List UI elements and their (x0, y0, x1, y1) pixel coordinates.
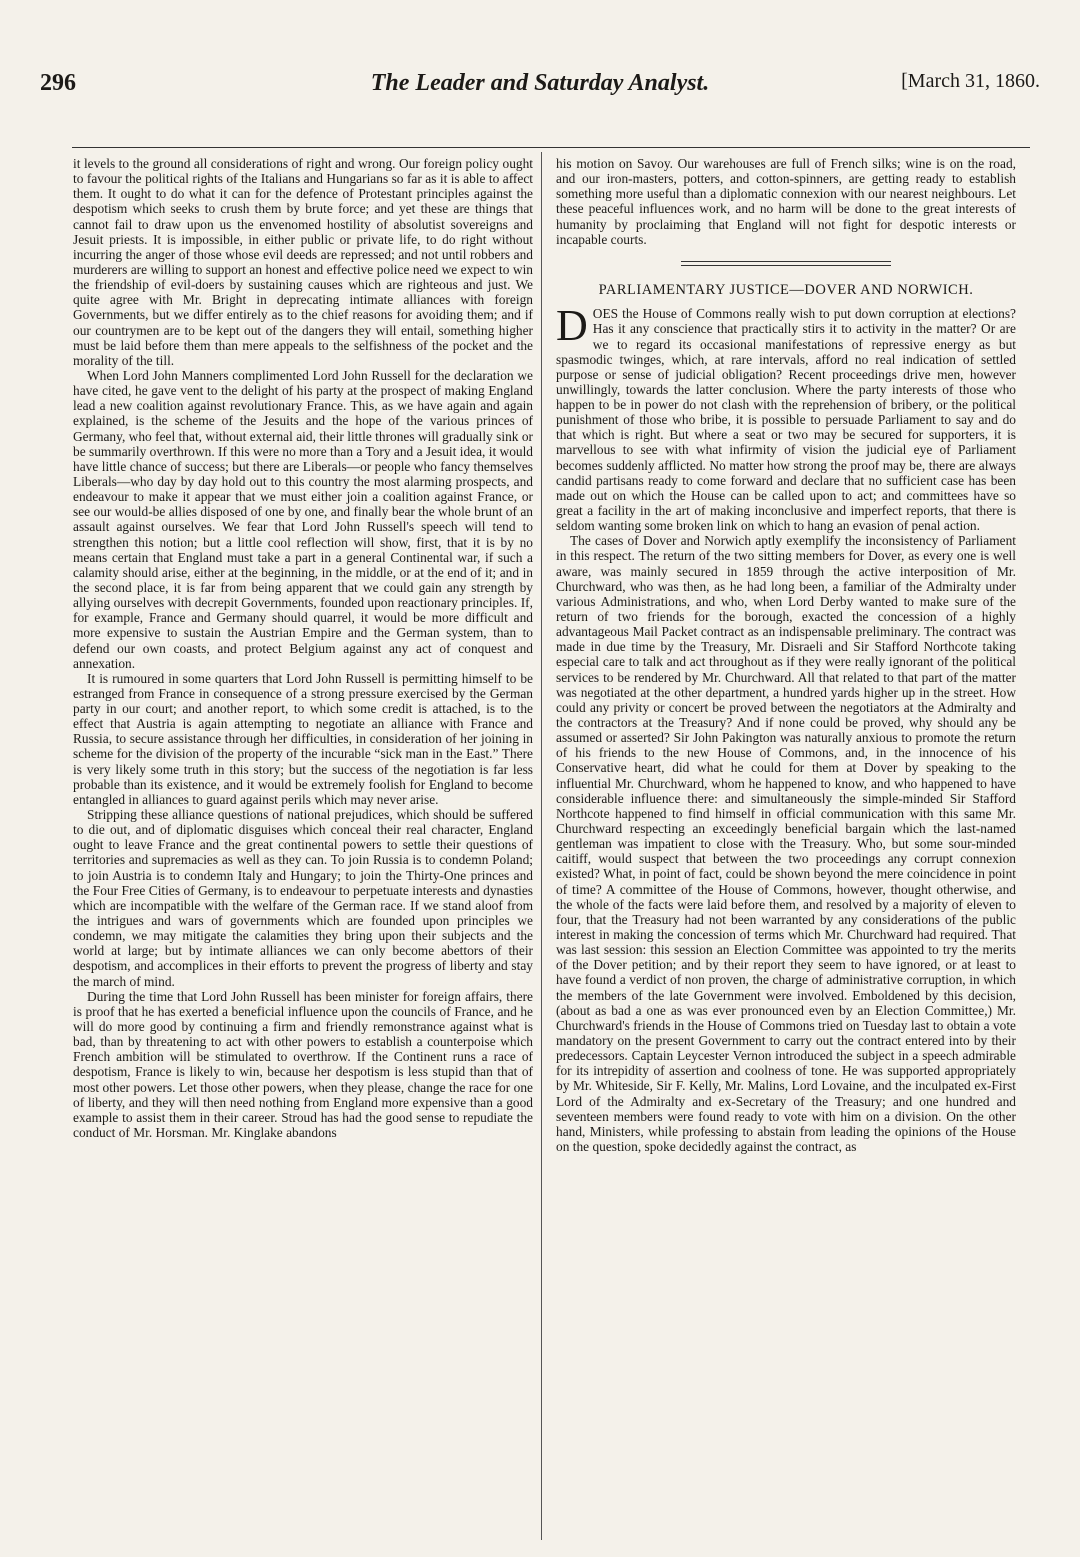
page-number: 296 (40, 70, 76, 96)
paragraph: it levels to the ground all considerations of right and wrong. Our foreign policy ought to favour the political rights of the Italians and Hungarians so far as it is able to affect them. It ought to do what it can for the defence of Protestant principles against the despotism which seeks to crush them by brute force; and yet these are things that cannot fail to draw upon us the envenomed hostility of absolutist sovereigns and Jesuit priests. It is impossible, in either public or private life, to do right without incurring the anger of those whose evil deeds are repressed; and not until robbers and murderers are willing to support an honest and effective police need we expect to win the friendship of evil-doers by sustaining causes which are righteous and just. We quite agree with Mr. Bright in deprecating intimate alliances with foreign Governments, but we differ entirely as to the chief reasons for avoiding them; and if our countrymen are to be kept out of the dangers they will entail, something higher must be laid before them than mere appeals to the selfishness of the pocket and the morality of the till. (73, 156, 533, 368)
article-title: PARLIAMENTARY JUSTICE—DOVER AND NORWICH. (598, 281, 974, 298)
column-divider (541, 152, 542, 1540)
paragraph: his motion on Savoy. Our warehouses are full of French silks; wine is on the road, and our iron-masters, potters, and cotton-spinners, are getting ready to establish something more useful than a diplomatic connexion with our nearest neighbours. Let these peaceful influences work, and no harm will be done to the great interests of humanity by proclaiming that England will not fight for despotic interests or incapable courts. (556, 156, 1016, 247)
paragraph: During the time that Lord John Russell has been minister for foreign affairs, there is proof that he has exerted a beneficial influence upon the councils of France, and he will do more good by continuing a firm and friendly remonstrance against what is bad, than by threatening to act with other powers to establish a counterpoise which French ambition will be stimulated to overthrow. If the Continent runs a race of despotism, France is likely to win, because her despotism is less stupid than that of most other powers. Let those other powers, when they please, change the race for one of liberty, and they will then need nothing from England more expensive than a good example to assist them in their career. Stroud has had the good sense to repudiate the conduct of Mr. Horsman. Mr. Kinglake abandons (73, 988, 533, 1140)
drop-cap: D (556, 301, 588, 351)
right-column (556, 156, 1016, 1154)
masthead-title: The Leader and Saturday Analyst. (370, 70, 710, 96)
opening-text: OES the House of Commons really wish to put down corruption at elections? Has it any conscience that practically stirs it to activity in the matter? Or are we to regard its occasional manifestations of repressive energy as but spasmodic twinges, which, at rare intervals, afford no real indication of settled purpose or sense of judicial obligation? Recent proceedings drive men, however unwillingly, towards the latter conclusion. Where the party interests of those who happen to be in power do not clash with the reprehension of bribery, or the political punishment of those who bribe, it is possible to persuade Parliament to say and do that which is right. But where a seat or two may be secured for supporters, it is marvellous to see with what infirmity of vision the judicial eye of Parliament becomes suddenly afflicted. No matter how strong the proof may be, there are always candid partisans ready to come forward and declare that no sufficient case has been made out on which the House can be called upon to act; and committees have so great a facility in the art of making inconclusive and imperfect reports, that there is seldom wanting some broken link on which to hang an evasion of penal action. (556, 306, 1016, 534)
issue-date: [March 31, 1860. (901, 70, 1040, 92)
paragraph: It is rumoured in some quarters that Lord John Russell is permitting himself to be estranged from France in consequence of a strong pressure exercised by the German party in our court; and another report, to which some credit is attached, is to the effect that Austria is again attempting to negotiate an alliance with France and Russia, to secure assistance through her difficulties, in consideration of her joining in scheme for the division of the property of the incurable “sick man in the East.” There is very likely some truth in this story; but the success of the negotiation is far less probable than its existence, and it would be extremely foolish for England to become entangled in alliances to guard against perils which may never arise. (73, 670, 533, 807)
paragraph: When Lord John Manners complimented Lord John Russell for the declaration we have cited, he gave vent to the delight of his party at the prospect of making England lead a new coalition against revolutionary France. This, as we have again and again explained, is the scheme of the Jesuits and the hope of the various princes of Germany, who feel that, without external aid, their little thrones will gradually sink or be summarily overthrown. If this were no more than a Tory and a Jesuit idea, it would have little chance of success; but there are Liberals—or people who fancy themselves Liberals—who day by day hold out to this country the most alarming prospects, and endeavour to make it appear that we must either join a coalition against France, or see our would-be allies disposed of one by one, and finally bear the whole brunt of an assault against ourselves. We fear that Lord John Russell's speech will tend to strengthen this notion; but a little cool reflection will show, first, that it is by no means certain that England must take a part in a general Continental war, if such a calamity should arise, either at the beginning, in the middle, or at the end of it; and in the second place, it is far from being apparent that we could gain any strength by allying ourselves with decrepit Governments, founded upon reactionary principles. If, for example, France and Germany should quarrel, it would be more difficult and more expensive to sustain the Austrian Empire and the German system, than to defend our own coasts, and protect Belgium against any act of conquest and annexation. (73, 367, 533, 671)
page-header (40, 70, 1040, 120)
article-opening-paragraph (556, 301, 1016, 534)
header-rule (72, 147, 1030, 148)
paragraph: The cases of Dover and Norwich aptly exemplify the inconsistency of Parliament in this respect. The return of the two sitting members for Dover, as every one is well aware, was mainly secured in 1859 through the active interposition of Mr. Churchward, who was then, as he had long been, a familiar of the Admiralty under various Administrations, and who, when Lord Derby wanted to make sure of the return of two friends for the borough, exacted the concession of a highly advantageous Mail Packet contract as an indispensable preliminary. The contract was made in due time by the Treasury, Mr. Disraeli and Sir Stafford Northcote taking especial care to talk and act throughout as if they were really ignorant of the political services to be rendered by Mr. Churchward. All that related to that part of the matter was negotiated at the other department, a hundred yards higher up in the street. How could any privity or concert be proved between the negotiators at the Admiralty and the contractors at the Treasury? And if none could be proved, why should any be assumed or asserted? Sir John Pakington was naturally anxious to promote the return of his friends to the new House of Commons, and, in the innocence of his Conservative heart, did what he could for them at Dover by speaking to the influential Mr. Churchward, whom he happened to know, and who happened to have considerable influence there: and simultaneously the simple-minded Sir Stafford Northcote happened to find himself in official communication with this same Mr. Churchward respecting an exceedingly beneficial bargain which the last-named gentleman was impatient to close with the Treasury. Who, but some sour-minded caitiff, would suspect that between the two proceedings any corrupt connexion existed? What, in point of fact, could be shown beyond the mere coincidence in point of time? A committee of the House of Commons, however, thought otherwise, and the whole of the facts were laid before them, and resolved by a majority of eleven to four, that the Treasury had not been warranted by any considerations of the public interest in making the concession of terms which Mr. Churchward had required. That was last session: this session an Election Committee was appointed to try the merits of the Dover petition; and by their report they seem to have ignored, or at least to have found a verdict of non proven, the charge of administrative corruption, in which the members of the late Government were involved. Emboldened by this decision, (about as bad a one as was ever pronounced even by an Election Committee,) Mr. Churchward's friends in the House of Commons tried on Tuesday last to obtain a vote mandatory on the present Government to carry out the contract entered into by their predecessors. Captain Leycester Vernon introduced the subject in a speech admirable for its intrepidity of assertion and coolness of tone. He was supported appropriately by Mr. Whiteside, Sir F. Kelly, Mr. Malins, Lord Lovaine, and the inculpated ex-First Lord of the Admiralty and ex-Secretary of the Treasury; and one hundred and seventeen members were found ready to vote with him on a division. On the other hand, Ministers, while professing to abstain from leading the opinions of the House on the question, spoke decidedly against the contract, as (556, 533, 1016, 1154)
left-column (73, 156, 533, 1140)
section-divider (681, 261, 891, 266)
paragraph: Stripping these alliance questions of national prejudices, which should be suffered to die out, and of diplomatic disguises which conceal their real character, England ought to leave France and the great continental powers to settle their questions of territories and supremacies as well as they can. To join Russia is to condemn Poland; to join Austria is to condemn Italy and Hungary; to join the Thirty-One princes and the Four Free Cities of Germany, is to endeavour to perpetuate interests and dynasties which are incompatible with the welfare of the German race. If we stand aloof from the intrigues and wars of governments which are founded upon principles we condemn, we may mitigate the calamities they bring upon their subjects and the world at large; but by intimate alliances we can only become abettors of their despotism, and accomplices in their efforts to prevent the progress of liberty and stay the march of mind. (73, 807, 533, 989)
